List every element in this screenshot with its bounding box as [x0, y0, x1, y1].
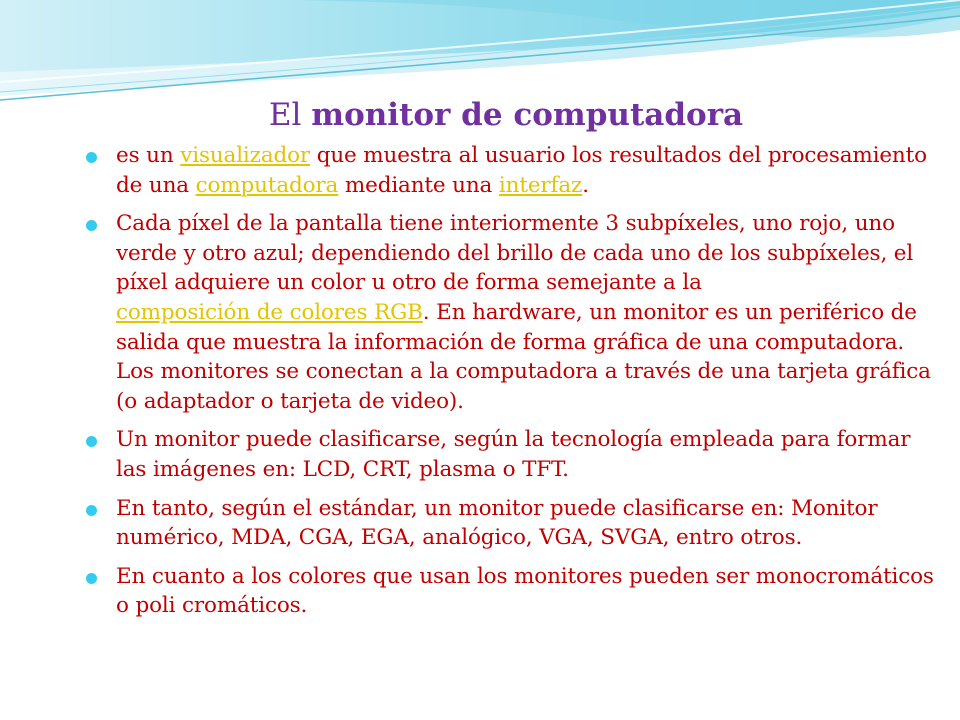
bullet-item-2 [86, 209, 946, 416]
bullet-list [86, 141, 946, 621]
bullet-item-1 [86, 141, 946, 200]
header-wave-decoration [0, 0, 960, 110]
link-visualizador[interactable]: visualizador [180, 143, 311, 168]
b1-text-3: mediante una [338, 172, 499, 198]
title-bold: monitor de computadora [311, 97, 744, 133]
b1-text-2: que muestra al usuario los resultados del procesamiento de una [116, 143, 927, 198]
b2-text-1: Cada píxel de la pantalla tiene interiormente 3 subpíxeles, uno rojo, uno verde y otro azul; dependiendo del brillo de cada uno de los subpíxeles, el píxel adquiere un color u otro de forma semejante a la [116, 211, 914, 296]
b1-text-4: . [582, 172, 589, 198]
title-prefix: El [268, 97, 312, 133]
bullet-item-3: Un monitor puede clasificarse, según la tecnología empleada para formar las imágenes en: LCD, CRT, plasma o TFT. [86, 425, 946, 484]
link-interfaz[interactable]: interfaz [498, 172, 583, 198]
bullet-item-4: En tanto, según el estándar, un monitor puede clasificarse en: Monitor numérico, MDA, CGA, EGA, analógico, VGA, SVGA, entro otros. [86, 494, 946, 553]
bullet-list-container [86, 141, 946, 630]
link-computadora[interactable]: computadora [195, 172, 339, 198]
slide-title [0, 97, 960, 133]
b2-text-2: . En hardware, un monitor es un periférico de salida que muestra la información de forma gráfica de una computadora. Los monitores se conectan a la computadora a través de una tarjeta gráfica (o adaptador o tarjeta de video). [116, 299, 931, 414]
link-composicion-rgb[interactable]: composición de colores RGB [116, 299, 423, 325]
b1-text-1: es un [116, 143, 181, 168]
bullet-item-5: En cuanto a los colores que usan los monitores pueden ser monocromáticos o poli cromáticos. [86, 562, 946, 621]
